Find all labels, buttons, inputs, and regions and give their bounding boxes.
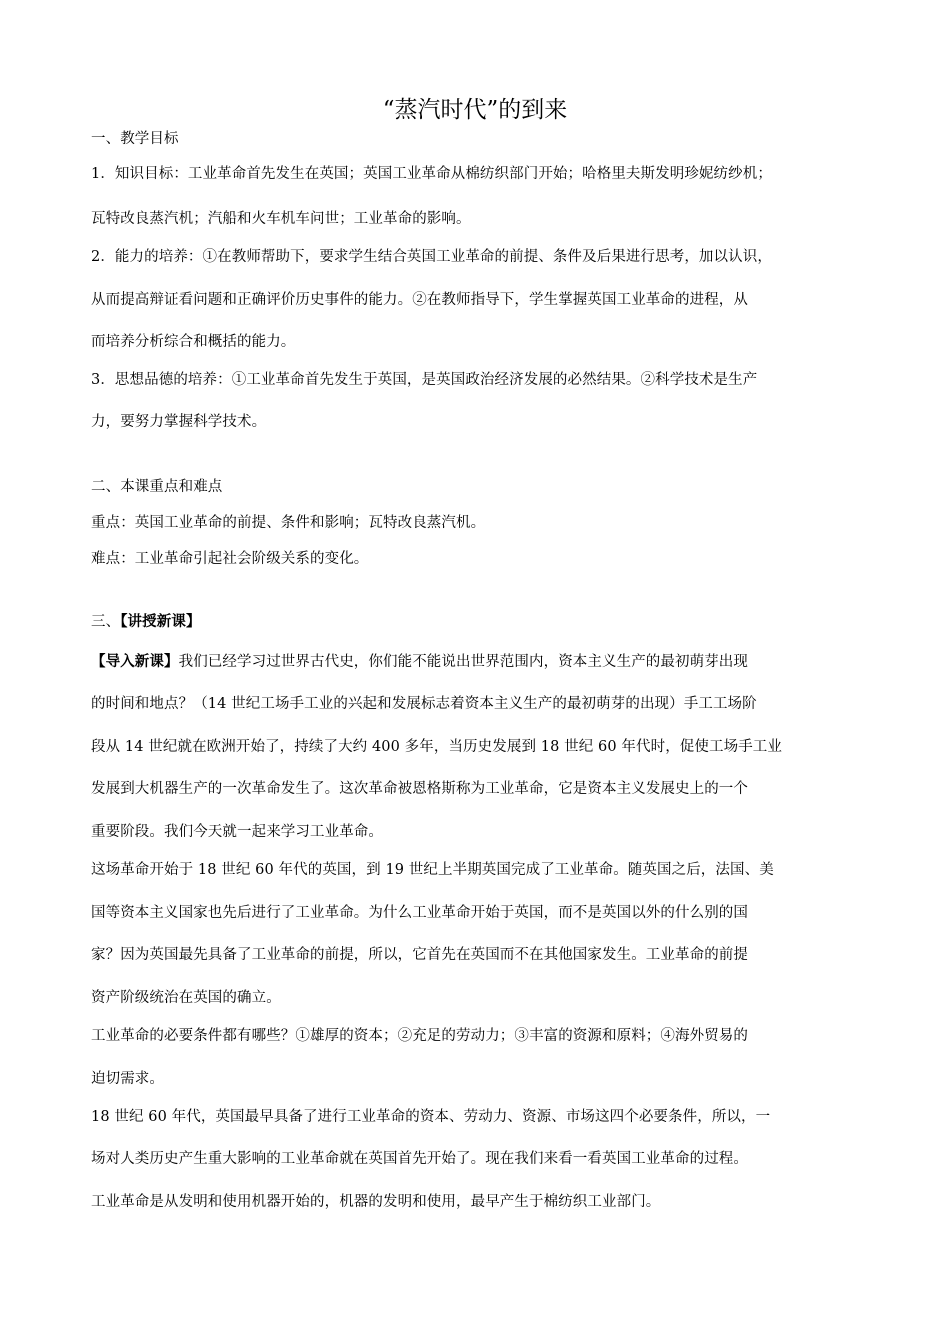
section-heading-new-lesson — [91, 611, 201, 633]
section-heading-bold: 【讲授新课】 — [120, 613, 201, 630]
key-point-line: 重点：英国工业革命的前提、条件和影响；瓦特改良蒸汽机。 — [91, 515, 486, 531]
paragraph-line: 发展到大机器生产的一次革命发生了。这次革命被恩格斯称为工业革命，它是资本主义发展史上的一个 — [91, 781, 748, 797]
section-heading-objectives: 一、教学目标 — [91, 131, 179, 147]
paragraph-line: 国等资本主义国家也先后进行了工业革命。为什么工业革命开始于英国，而不是英国以外的什么别的国 — [91, 905, 748, 921]
paragraph-line: 2．能力的培养：①在教师帮助下，要求学生结合英国工业革命的前提、条件及后果进行思考，加以认识， — [91, 249, 772, 265]
intro-paragraph-line — [91, 651, 748, 673]
difficult-point-line: 难点：工业革命引起社会阶级关系的变化。 — [91, 551, 369, 567]
paragraph-line: 从而提高辩证看问题和正确评价历史事件的能力。②在教师指导下，学生掌握英国工业革命的进程，从 — [91, 292, 748, 308]
paragraph-line: 重要阶段。我们今天就一起来学习工业革命。 — [91, 824, 383, 840]
paragraph-line: 瓦特改良蒸汽机；汽船和火车机车问世；工业革命的影响。 — [91, 211, 471, 227]
paragraph-line: 1．知识目标：工业革命首先发生在英国；英国工业革命从棉纺织部门开始；哈格里夫斯发明珍妮纺纱机； — [91, 166, 772, 182]
intro-text: 我们已经学习过世界古代史，你们能不能说出世界范围内，资本主义生产的最初萌芽出现 — [178, 654, 749, 670]
paragraph-line: 而培养分析综合和概括的能力。 — [91, 334, 296, 350]
intro-label: 【导入新课】 — [91, 653, 179, 670]
section-heading-prefix: 三、 — [91, 614, 121, 630]
paragraph-line: 工业革命的必要条件都有哪些？①雄厚的资本；②充足的劳动力；③丰富的资源和原料；④海外贸易的 — [91, 1028, 748, 1044]
paragraph-line: 段从 14 世纪就在欧洲开始了，持续了大约 400 多年，当历史发展到 18 世纪 60 年代时，促使工场手工业 — [91, 739, 782, 755]
document-title: “蒸汽时代”的到来 — [382, 97, 568, 123]
paragraph-line: 力，要努力掌握科学技术。 — [91, 414, 267, 430]
paragraph-line: 18 世纪 60 年代，英国最早具备了进行工业革命的资本、劳动力、资源、市场这四个必要条件，所以，一 — [91, 1109, 771, 1125]
paragraph-line: 迫切需求。 — [91, 1071, 164, 1087]
paragraph-line: 资产阶级统治在英国的确立。 — [91, 990, 281, 1006]
paragraph-line: 场对人类历史产生重大影响的工业革命就在英国首先开始了。现在我们来看一看英国工业革命的过程。 — [91, 1151, 748, 1167]
paragraph-line: 3．思想品德的培养：①工业革命首先发生于英国，是英国政治经济发展的必然结果。②科学技术是生产 — [91, 372, 758, 388]
paragraph-line: 的时间和地点？（14 世纪工场手工业的兴起和发展标志着资本主义生产的最初萌芽的出现）手工工场阶 — [91, 696, 757, 712]
section-heading-keypoints: 二、本课重点和难点 — [91, 479, 223, 495]
paragraph-line: 这场革命开始于 18 世纪 60 年代的英国，到 19 世纪上半期英国完成了工业革命。随英国之后，法国、美 — [91, 862, 774, 878]
paragraph-line: 家？因为英国最先具备了工业革命的前提，所以，它首先在英国而不在其他国家发生。工业革命的前提 — [91, 947, 748, 963]
paragraph-line: 工业革命是从发明和使用机器开始的，机器的发明和使用，最早产生于棉纺织工业部门。 — [91, 1194, 661, 1210]
